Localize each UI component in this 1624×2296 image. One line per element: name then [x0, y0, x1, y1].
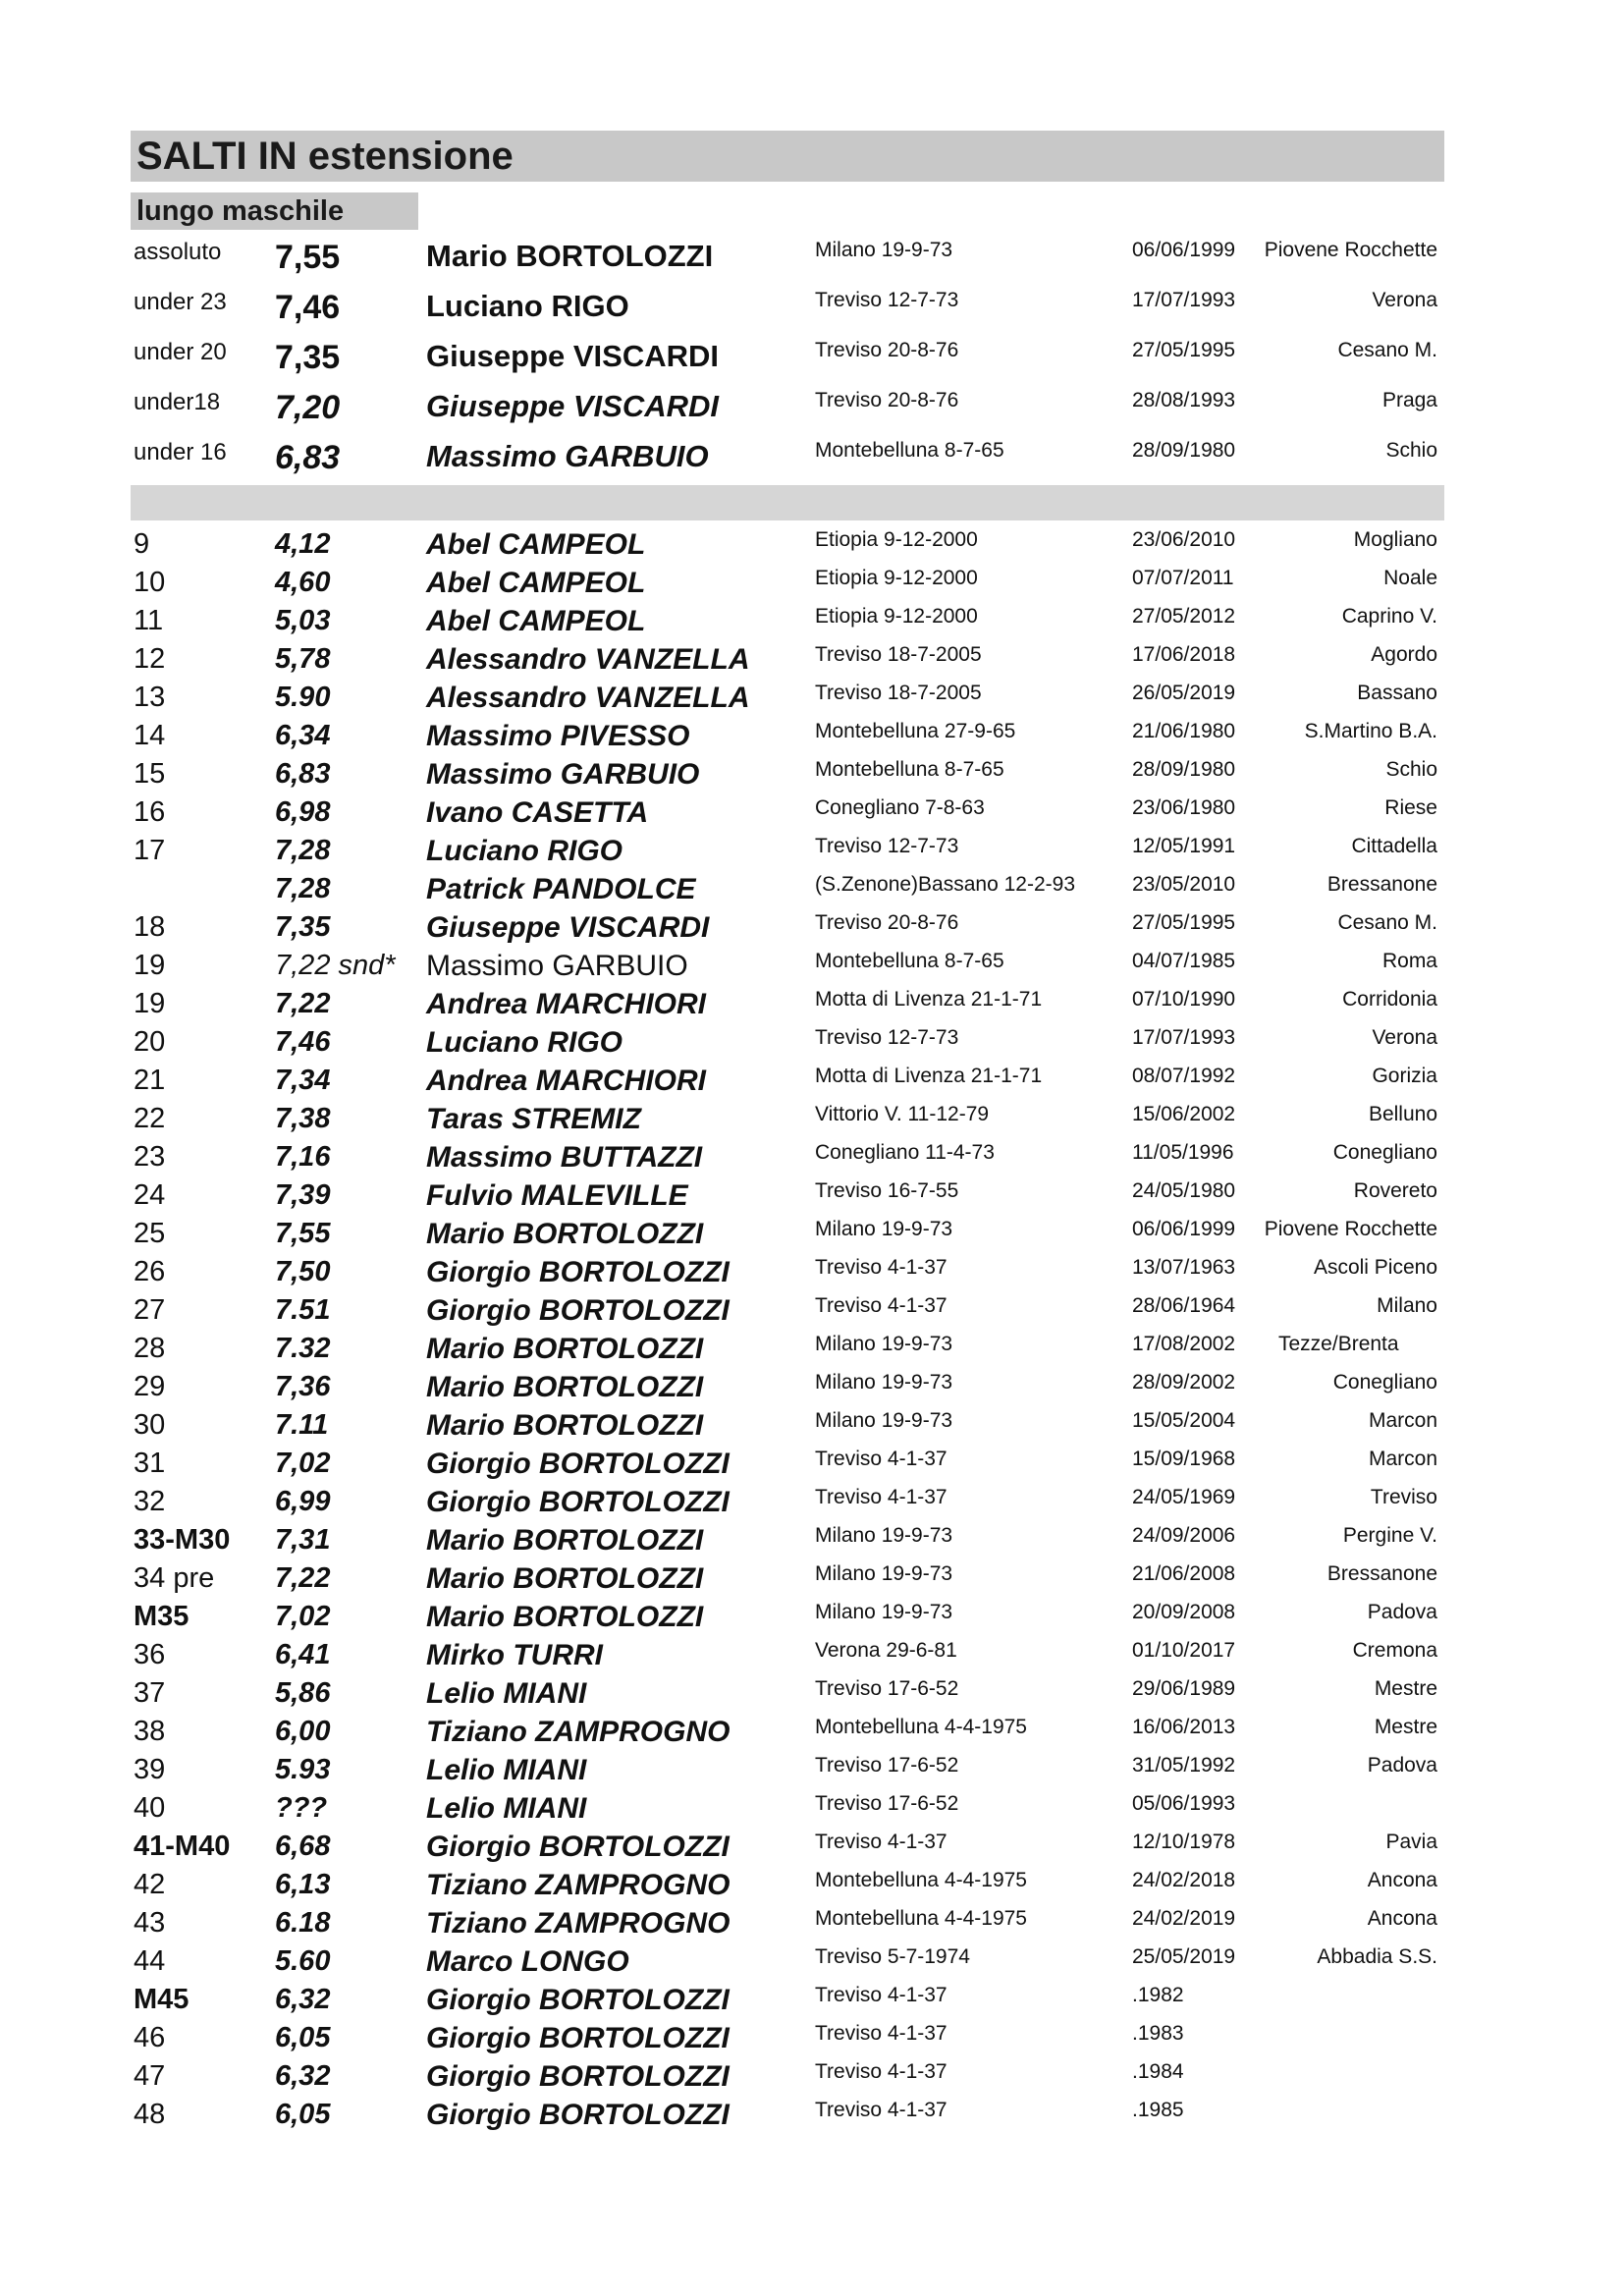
athlete-name-cell: Lelio MIANI [426, 1677, 587, 1710]
birth-info-cell: Treviso 20-8-76 [815, 389, 959, 411]
date-cell: 17/07/1993 [1132, 289, 1236, 311]
date-cell: 28/09/1980 [1132, 439, 1236, 462]
birth-info-cell: Milano 19-9-73 [815, 239, 953, 261]
birth-info-cell: Milano 19-9-73 [815, 1371, 953, 1394]
place-cell: Ancona [1367, 1907, 1437, 1930]
category-cell: under 20 [134, 339, 227, 365]
athlete-name-cell: Mario BORTOLOZZI [426, 1524, 704, 1557]
date-cell: 12/10/1978 [1132, 1831, 1236, 1853]
place-cell: Riese [1384, 796, 1437, 819]
category-cell: 40 [134, 1792, 166, 1824]
birth-info-cell: Treviso 4-1-37 [815, 2099, 947, 2121]
category-cell: 36 [134, 1639, 166, 1670]
category-cell: under 16 [134, 439, 227, 465]
athlete-name-cell: Massimo GARBUIO [426, 439, 709, 473]
athlete-name-cell: Marco LONGO [426, 1945, 629, 1978]
athlete-name-cell: Mario BORTOLOZZI [426, 1371, 704, 1403]
birth-info-cell: Treviso 5-7-1974 [815, 1945, 970, 1968]
value-cell: ??? [275, 1792, 328, 1824]
value-cell: 7.11 [275, 1409, 329, 1441]
birth-info-cell: Milano 19-9-73 [815, 1562, 953, 1585]
page-title: SALTI IN estensione [136, 135, 514, 178]
value-cell: 6,05 [275, 2099, 331, 2130]
birth-info-cell: Montebelluna 8-7-65 [815, 950, 1004, 972]
athlete-name-cell: Tiziano ZAMPROGNO [426, 1907, 731, 1940]
value-cell: 5,86 [275, 1677, 331, 1709]
birth-info-cell: Vittorio V. 11-12-79 [815, 1103, 990, 1125]
athlete-name-cell: Alessandro VANZELLA [426, 643, 750, 676]
date-cell: 28/09/2002 [1132, 1371, 1236, 1394]
category-cell: 26 [134, 1256, 166, 1287]
athlete-name-cell: Giuseppe VISCARDI [426, 339, 719, 373]
category-cell: 42 [134, 1869, 166, 1900]
birth-info-cell: Treviso 4-1-37 [815, 1831, 947, 1853]
place-cell: Cesano M. [1337, 911, 1437, 934]
birth-info-cell: Etiopia 9-12-2000 [815, 567, 978, 589]
birth-info-cell: Montebelluna 8-7-65 [815, 758, 1004, 781]
athlete-name-cell: Giuseppe VISCARDI [426, 389, 719, 423]
athlete-name-cell: Mario BORTOLOZZI [426, 239, 714, 273]
place-cell: Mestre [1374, 1677, 1437, 1700]
date-cell: 29/06/1989 [1132, 1677, 1236, 1700]
place-cell: Milano [1377, 1294, 1437, 1317]
category-cell: 29 [134, 1371, 166, 1402]
date-cell: 24/05/1980 [1132, 1179, 1236, 1202]
value-cell: 7,39 [275, 1179, 331, 1211]
section-banner [131, 131, 1444, 182]
birth-info-cell: Treviso 17-6-52 [815, 1792, 959, 1815]
date-cell: 01/10/2017 [1132, 1639, 1236, 1662]
category-cell: 24 [134, 1179, 166, 1211]
date-cell: 24/09/2006 [1132, 1524, 1236, 1547]
value-cell: 4,60 [275, 567, 331, 598]
value-cell: 5.90 [275, 682, 331, 713]
date-cell: 17/08/2002 [1132, 1333, 1236, 1355]
category-cell: 31 [134, 1448, 166, 1479]
athlete-name-cell: Fulvio MALEVILLE [426, 1179, 688, 1212]
category-cell: 16 [134, 796, 166, 828]
place-cell: Cesano M. [1337, 339, 1437, 361]
birth-info-cell: Treviso 4-1-37 [815, 2060, 947, 2083]
value-cell: 6,41 [275, 1639, 331, 1670]
value-cell: 6,13 [275, 1869, 331, 1900]
place-cell: Padova [1367, 1601, 1437, 1623]
birth-info-cell: Milano 19-9-73 [815, 1333, 953, 1355]
category-cell: under18 [134, 389, 221, 415]
category-cell: 13 [134, 682, 166, 713]
place-cell: Marcon [1368, 1409, 1437, 1432]
birth-info-cell: Motta di Livenza 21-1-71 [815, 988, 1043, 1011]
value-cell: 5.93 [275, 1754, 331, 1785]
value-cell: 7,55 [275, 1218, 331, 1249]
athlete-name-cell: Lelio MIANI [426, 1792, 587, 1825]
birth-info-cell: Milano 19-9-73 [815, 1409, 953, 1432]
birth-info-cell: Treviso 4-1-37 [815, 1448, 947, 1470]
place-cell: Pavia [1385, 1831, 1437, 1853]
place-cell: Cittadella [1351, 835, 1437, 857]
place-cell: Bressanone [1326, 873, 1437, 896]
date-cell: 15/05/2004 [1132, 1409, 1236, 1432]
place-cell: Ancona [1367, 1869, 1437, 1891]
athlete-name-cell: Mario BORTOLOZZI [426, 1333, 704, 1365]
category-cell: 11 [134, 605, 164, 636]
birth-info-cell: Milano 19-9-73 [815, 1218, 953, 1240]
category-cell: 20 [134, 1026, 166, 1058]
place-cell: Piovene Rocchette [1264, 1218, 1437, 1240]
place-cell: Abbadia S.S. [1317, 1945, 1437, 1968]
athlete-name-cell: Mario BORTOLOZZI [426, 1218, 704, 1250]
athlete-name-cell: Andrea MARCHIORI [426, 988, 707, 1020]
date-cell: 17/07/1993 [1132, 1026, 1236, 1049]
value-cell: 7,28 [275, 835, 331, 866]
category-cell: under 23 [134, 289, 227, 315]
category-cell: 19 [134, 988, 166, 1019]
place-cell: Mogliano [1353, 528, 1437, 551]
category-cell: M35 [134, 1601, 189, 1632]
date-cell: 06/06/1999 [1132, 239, 1236, 261]
category-cell: 46 [134, 2022, 166, 2053]
place-cell: Bassano [1357, 682, 1437, 704]
value-cell: 7,22 [275, 988, 331, 1019]
place-cell: Praga [1381, 389, 1437, 411]
athlete-name-cell: Giorgio BORTOLOZZI [426, 1448, 730, 1480]
place-cell: Tezze/Brenta [1278, 1333, 1399, 1355]
birth-info-cell: Treviso 16-7-55 [815, 1179, 959, 1202]
category-cell: 33-M30 [134, 1524, 231, 1556]
athlete-name-cell: Mario BORTOLOZZI [426, 1601, 704, 1633]
athlete-name-cell: Mario BORTOLOZZI [426, 1562, 704, 1595]
section-separator [131, 485, 1444, 520]
birth-info-cell: Montebelluna 4-4-1975 [815, 1716, 1027, 1738]
place-cell: Verona [1372, 1026, 1437, 1049]
place-cell: Roma [1381, 950, 1437, 972]
category-cell: 34 pre [134, 1562, 215, 1594]
place-cell: Piovene Rocchette [1264, 239, 1437, 261]
place-cell: Mestre [1374, 1716, 1437, 1738]
place-cell: Schio [1385, 758, 1437, 781]
value-cell: 6,83 [275, 439, 341, 476]
place-cell: Cremona [1352, 1639, 1437, 1662]
category-cell: 27 [134, 1294, 166, 1326]
date-cell: 23/06/1980 [1132, 796, 1236, 819]
date-cell: 07/10/1990 [1132, 988, 1236, 1011]
date-cell: 27/05/1995 [1132, 911, 1236, 934]
birth-info-cell: Montebelluna 8-7-65 [815, 439, 1004, 462]
date-cell: 26/05/2019 [1132, 682, 1236, 704]
category-cell: 47 [134, 2060, 166, 2092]
date-cell: 21/06/2008 [1132, 1562, 1236, 1585]
date-cell: 24/05/1969 [1132, 1486, 1236, 1508]
athlete-name-cell: Giorgio BORTOLOZZI [426, 1831, 730, 1863]
birth-info-cell: Treviso 4-1-37 [815, 1294, 947, 1317]
category-cell: 28 [134, 1333, 166, 1364]
value-cell: 7.51 [275, 1294, 331, 1326]
place-cell: Gorizia [1372, 1065, 1437, 1087]
athlete-name-cell: Abel CAMPEOL [426, 605, 646, 637]
athlete-name-cell: Massimo GARBUIO [426, 758, 700, 791]
birth-info-cell: Treviso 12-7-73 [815, 835, 959, 857]
date-cell: 21/06/1980 [1132, 720, 1236, 742]
birth-info-cell: Treviso 4-1-37 [815, 1984, 947, 2006]
value-cell: 5.60 [275, 1945, 331, 1977]
date-cell: 16/06/2013 [1132, 1716, 1236, 1738]
date-cell: 27/05/1995 [1132, 339, 1236, 361]
value-cell: 6,32 [275, 1984, 331, 2015]
athlete-name-cell: Tiziano ZAMPROGNO [426, 1716, 731, 1748]
category-cell: 37 [134, 1677, 166, 1709]
value-cell: 6,68 [275, 1831, 331, 1862]
date-cell: 08/07/1992 [1132, 1065, 1236, 1087]
athlete-name-cell: Alessandro VANZELLA [426, 682, 750, 714]
category-cell: 12 [134, 643, 166, 675]
subsection-banner [131, 192, 418, 230]
value-cell: 7,02 [275, 1601, 331, 1632]
birth-info-cell: Treviso 12-7-73 [815, 289, 959, 311]
value-cell: 6,98 [275, 796, 331, 828]
date-cell: .1983 [1132, 2022, 1184, 2045]
place-cell: Conegliano [1332, 1371, 1437, 1394]
birth-info-cell: Conegliano 7-8-63 [815, 796, 985, 819]
birth-info-cell: Treviso 17-6-52 [815, 1677, 959, 1700]
birth-info-cell: Montebelluna 4-4-1975 [815, 1907, 1027, 1930]
value-cell: 7,16 [275, 1141, 331, 1173]
category-cell: 18 [134, 911, 166, 943]
athlete-name-cell: Mirko TURRI [426, 1639, 603, 1671]
place-cell: Caprino V. [1341, 605, 1437, 628]
athlete-name-cell: Giuseppe VISCARDI [426, 911, 710, 944]
athlete-name-cell: Massimo PIVESSO [426, 720, 690, 752]
place-cell: Treviso [1370, 1486, 1437, 1508]
value-cell: 7,34 [275, 1065, 331, 1096]
date-cell: .1985 [1132, 2099, 1184, 2121]
place-cell: Agordo [1371, 643, 1437, 666]
birth-info-cell: Treviso 20-8-76 [815, 339, 959, 361]
place-cell: Belluno [1368, 1103, 1437, 1125]
category-cell: 17 [134, 835, 166, 866]
athlete-name-cell: Taras STREMIZ [426, 1103, 641, 1135]
value-cell: 7.32 [275, 1333, 331, 1364]
birth-info-cell: Montebelluna 27-9-65 [815, 720, 1016, 742]
place-cell: Schio [1385, 439, 1437, 462]
value-cell: 7,46 [275, 1026, 331, 1058]
place-cell: Noale [1383, 567, 1437, 589]
category-cell: 14 [134, 720, 166, 751]
birth-info-cell: Etiopia 9-12-2000 [815, 605, 978, 628]
birth-info-cell: Etiopia 9-12-2000 [815, 528, 978, 551]
athlete-name-cell: Massimo BUTTAZZI [426, 1141, 703, 1174]
value-cell: 7,35 [275, 911, 331, 943]
date-cell: 07/07/2011 [1132, 567, 1234, 589]
value-cell: 6,00 [275, 1716, 331, 1747]
athlete-name-cell: Luciano RIGO [426, 835, 623, 867]
place-cell: Marcon [1368, 1448, 1437, 1470]
birth-info-cell: Treviso 20-8-76 [815, 911, 959, 934]
athlete-name-cell: Abel CAMPEOL [426, 567, 646, 599]
birth-info-cell: Treviso 12-7-73 [815, 1026, 959, 1049]
value-cell: 6,99 [275, 1486, 331, 1517]
place-cell: S.Martino B.A. [1304, 720, 1437, 742]
value-cell: 6,83 [275, 758, 331, 790]
value-cell: 7,50 [275, 1256, 331, 1287]
date-cell: 12/05/1991 [1132, 835, 1236, 857]
athlete-name-cell: Ivano CASETTA [426, 796, 649, 829]
date-cell: 28/06/1964 [1132, 1294, 1236, 1317]
athlete-name-cell: Mario BORTOLOZZI [426, 1409, 704, 1442]
category-cell: 32 [134, 1486, 166, 1517]
date-cell: 04/07/1985 [1132, 950, 1236, 972]
value-cell: 7,28 [275, 873, 331, 904]
athlete-name-cell: Giorgio BORTOLOZZI [426, 2060, 730, 2093]
value-cell: 7,02 [275, 1448, 331, 1479]
date-cell: 13/07/1963 [1132, 1256, 1236, 1279]
category-cell: 41-M40 [134, 1831, 231, 1862]
date-cell: 28/09/1980 [1132, 758, 1236, 781]
athlete-name-cell: Giorgio BORTOLOZZI [426, 1256, 730, 1288]
value-cell: 4,12 [275, 528, 331, 560]
birth-info-cell: Treviso 17-6-52 [815, 1754, 959, 1777]
athlete-name-cell: Andrea MARCHIORI [426, 1065, 707, 1097]
date-cell: 28/08/1993 [1132, 389, 1236, 411]
category-cell: 22 [134, 1103, 166, 1134]
date-cell: 27/05/2012 [1132, 605, 1236, 628]
athlete-name-cell: Massimo GARBUIO [426, 950, 688, 982]
place-cell: Pergine V. [1342, 1524, 1437, 1547]
date-cell: 15/09/1968 [1132, 1448, 1236, 1470]
subsection-title: lungo maschile [136, 195, 345, 227]
place-cell: Conegliano [1332, 1141, 1437, 1164]
birth-info-cell: Motta di Livenza 21-1-71 [815, 1065, 1043, 1087]
category-cell: 30 [134, 1409, 166, 1441]
birth-info-cell: (S.Zenone)Bassano 12-2-93 [815, 873, 1075, 896]
birth-info-cell: Milano 19-9-73 [815, 1601, 953, 1623]
date-cell: 23/05/2010 [1132, 873, 1236, 896]
birth-info-cell: Conegliano 11-4-73 [815, 1141, 995, 1164]
category-cell: 15 [134, 758, 166, 790]
athlete-name-cell: Giorgio BORTOLOZZI [426, 1294, 730, 1327]
date-cell: 24/02/2019 [1132, 1907, 1236, 1930]
value-cell: 7,22 snd* [275, 950, 396, 981]
date-cell: 15/06/2002 [1132, 1103, 1236, 1125]
date-cell: 06/06/1999 [1132, 1218, 1236, 1240]
place-cell: Ascoli Piceno [1313, 1256, 1437, 1279]
category-cell: assoluto [134, 239, 222, 265]
category-cell: 25 [134, 1218, 166, 1249]
category-cell: 43 [134, 1907, 166, 1939]
category-cell: 23 [134, 1141, 166, 1173]
birth-info-cell: Milano 19-9-73 [815, 1524, 953, 1547]
category-cell: 10 [134, 567, 166, 598]
date-cell: 20/09/2008 [1132, 1601, 1236, 1623]
birth-info-cell: Treviso 18-7-2005 [815, 682, 982, 704]
date-cell: 05/06/1993 [1132, 1792, 1236, 1815]
birth-info-cell: Treviso 4-1-37 [815, 1486, 947, 1508]
category-cell: 38 [134, 1716, 166, 1747]
value-cell: 5,78 [275, 643, 331, 675]
category-cell: 19 [134, 950, 166, 981]
date-cell: 23/06/2010 [1132, 528, 1236, 551]
value-cell: 7,46 [275, 289, 341, 326]
birth-info-cell: Treviso 4-1-37 [815, 2022, 947, 2045]
value-cell: 6,05 [275, 2022, 331, 2053]
category-cell: M45 [134, 1984, 189, 2015]
value-cell: 7,35 [275, 339, 341, 376]
category-cell: 21 [134, 1065, 166, 1096]
value-cell: 6,32 [275, 2060, 331, 2092]
place-cell: Rovereto [1353, 1179, 1437, 1202]
place-cell: Padova [1367, 1754, 1437, 1777]
value-cell: 5,03 [275, 605, 331, 636]
date-cell: .1982 [1132, 1984, 1184, 2006]
place-cell: Verona [1372, 289, 1437, 311]
place-cell: Corridonia [1342, 988, 1437, 1011]
value-cell: 7,20 [275, 389, 341, 426]
athlete-name-cell: Giorgio BORTOLOZZI [426, 2022, 730, 2054]
athlete-name-cell: Giorgio BORTOLOZZI [426, 2099, 730, 2131]
birth-info-cell: Verona 29-6-81 [815, 1639, 957, 1662]
place-cell: Bressanone [1326, 1562, 1437, 1585]
athlete-name-cell: Patrick PANDOLCE [426, 873, 696, 905]
date-cell: 24/02/2018 [1132, 1869, 1236, 1891]
athlete-name-cell: Luciano RIGO [426, 289, 629, 323]
date-cell: 25/05/2019 [1132, 1945, 1236, 1968]
athlete-name-cell: Giorgio BORTOLOZZI [426, 1486, 730, 1518]
athlete-name-cell: Luciano RIGO [426, 1026, 623, 1059]
athlete-name-cell: Tiziano ZAMPROGNO [426, 1869, 731, 1901]
birth-info-cell: Montebelluna 4-4-1975 [815, 1869, 1027, 1891]
birth-info-cell: Treviso 4-1-37 [815, 1256, 947, 1279]
value-cell: 7,31 [275, 1524, 331, 1556]
athlete-name-cell: Giorgio BORTOLOZZI [426, 1984, 730, 2016]
date-cell: 11/05/1996 [1132, 1141, 1234, 1164]
value-cell: 7,55 [275, 239, 341, 276]
value-cell: 7,36 [275, 1371, 331, 1402]
value-cell: 7,22 [275, 1562, 331, 1594]
value-cell: 6,34 [275, 720, 331, 751]
category-cell: 48 [134, 2099, 166, 2130]
athlete-name-cell: Lelio MIANI [426, 1754, 587, 1786]
category-cell: 39 [134, 1754, 166, 1785]
birth-info-cell: Treviso 18-7-2005 [815, 643, 982, 666]
date-cell: .1984 [1132, 2060, 1184, 2083]
date-cell: 17/06/2018 [1132, 643, 1236, 666]
category-cell: 44 [134, 1945, 166, 1977]
value-cell: 7,38 [275, 1103, 331, 1134]
date-cell: 31/05/1992 [1132, 1754, 1236, 1777]
value-cell: 6.18 [275, 1907, 331, 1939]
athlete-name-cell: Abel CAMPEOL [426, 528, 646, 561]
category-cell: 9 [134, 528, 150, 560]
